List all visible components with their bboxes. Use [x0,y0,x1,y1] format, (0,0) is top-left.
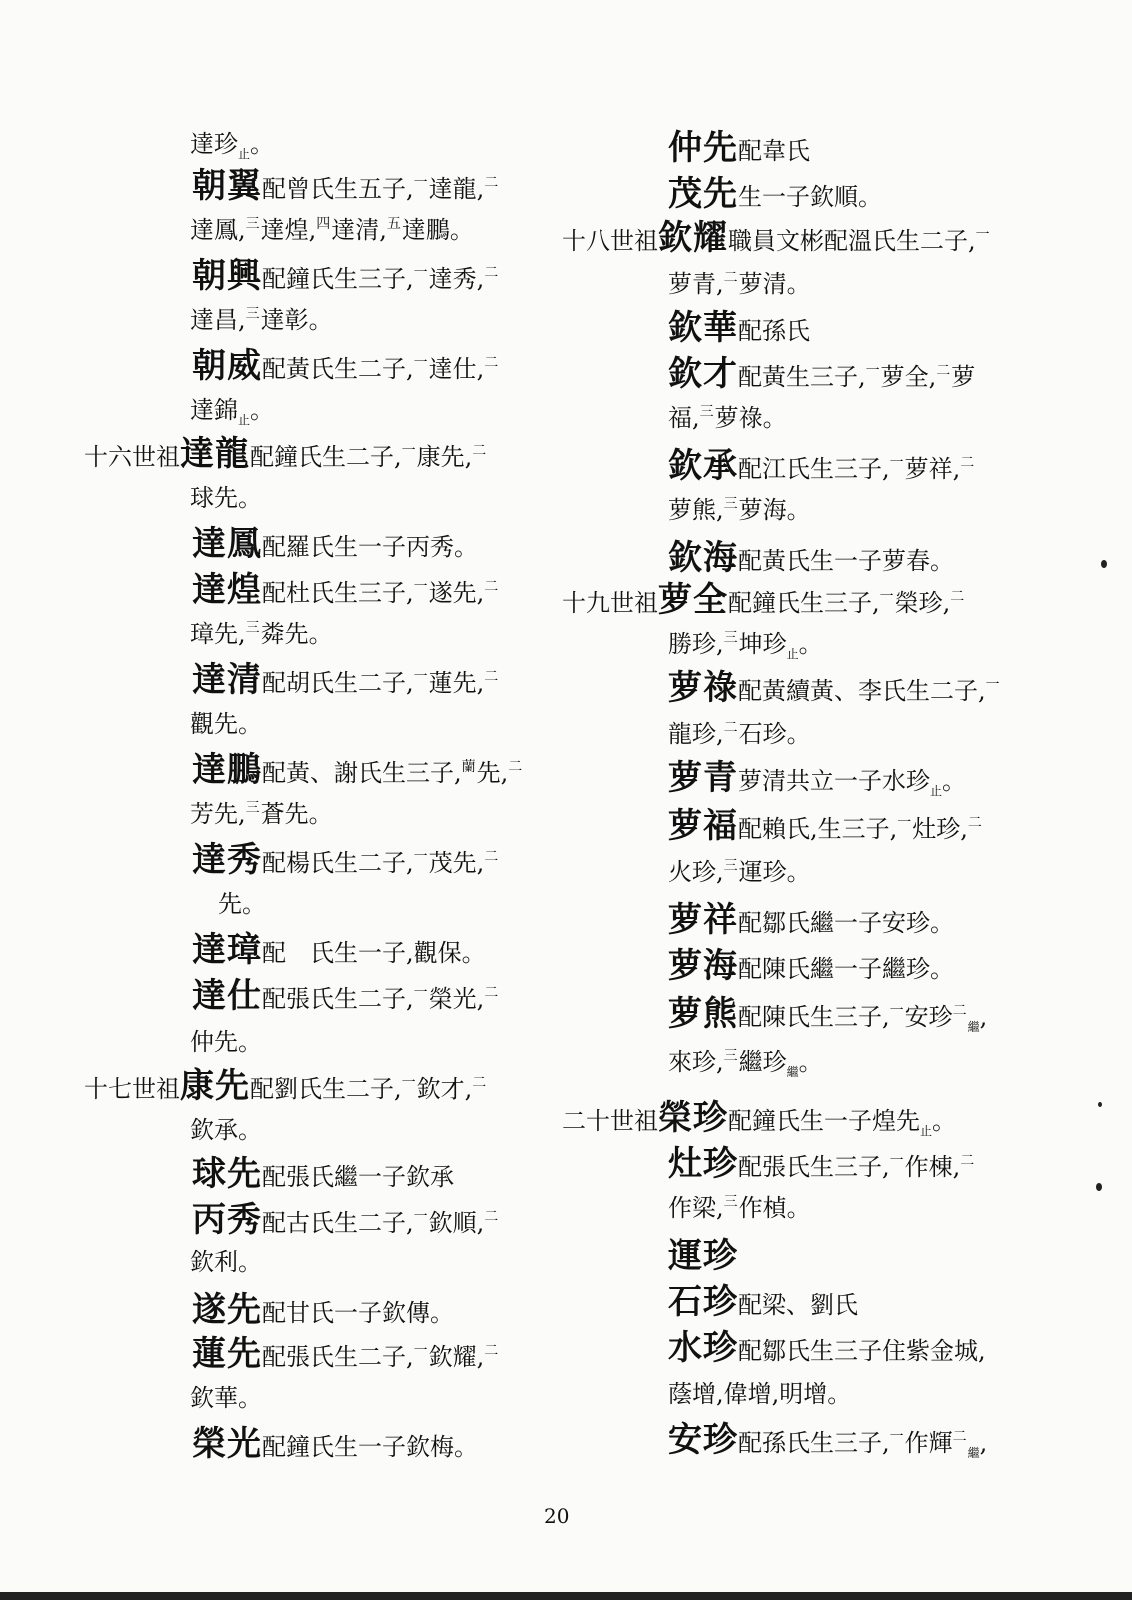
entry-text: 配黃氏生二子, [262,355,414,383]
entry-text: 配楊氏生二子, [262,849,414,877]
entry-text: 配羅氏生一子丙秀。 [262,533,478,561]
text-line [218,882,266,926]
annotation-mark: 止 [238,413,251,427]
ordinal-mark: 二 [936,363,951,379]
text-line [668,488,811,536]
generation-label: 二十世祖 [562,1107,658,1135]
ordinal-mark: 二 [472,1075,487,1091]
continuation-text: 萝熊, [668,496,724,524]
entry-text: 配張氏繼一子欽承 [262,1163,454,1191]
entry-text: 配曾氏生五子, [262,175,414,203]
page-number: 20 [544,1504,570,1528]
entry-text: 配孫氏 [738,317,810,345]
child-name: 達仕, [428,355,485,383]
ordinal-mark: 一 [975,227,990,243]
child-name: 作棟, [904,1153,961,1181]
ancestor-name: 達仕 [192,976,262,1016]
annotation-mark: 繼 [967,1020,980,1034]
entry-text: 配古氏生二子, [262,1209,414,1237]
ancestor-name: 達鵬 [192,750,262,790]
text-line [668,712,811,760]
generation-label: 十九世祖 [562,589,658,617]
ancestor-name: 球先 [192,1154,262,1194]
entry-text: 配黃、謝氏生三子, [262,759,462,787]
text-line [84,1064,487,1115]
ancestor-name: 達龍 [180,434,250,474]
punctuation: 。 [932,1107,957,1135]
text-line [192,522,478,569]
text-line [668,306,810,353]
annotation-mark: 止 [238,147,251,161]
entry-text: 配黃氏生一子萝春。 [738,547,954,575]
entry-text: 配梁、劉氏 [738,1291,858,1319]
scan-speck [1096,1183,1102,1191]
ancestor-name: 蓮先 [192,1334,262,1374]
punctuation: 。 [942,767,967,795]
ordinal-mark: 二 [952,1429,967,1445]
continuation-text: 球先。 [190,484,262,512]
ordinal-mark: 二 [952,1003,967,1019]
text-line [190,388,274,436]
child-name: 達清, [331,216,387,244]
text-line [190,1020,262,1064]
text-line [668,898,954,945]
ancestor-name: 灶珍 [668,1144,738,1184]
ancestor-name: 達煌 [192,570,262,610]
ancestor-name: 萝祥 [668,900,738,940]
text-line [668,804,983,855]
punctuation: , [979,1003,988,1031]
entry-text: 配劉氏生二子, [250,1075,402,1103]
ancestor-name: 萝祿 [668,668,738,708]
scan-speck [1098,1102,1102,1107]
annotation-mark: 止 [920,1124,933,1138]
continuation-text: 仲先。 [190,1028,262,1056]
ordinal-mark: 一 [413,1343,428,1359]
entry-text: 配 氏生一子,觀保。 [262,939,486,967]
continuation-text: 欽華。 [190,1384,262,1412]
child-name: 達鵬。 [401,216,474,244]
child-name: 達龍, [428,175,485,203]
ordinal-mark: 二 [484,1343,499,1359]
ordinal-mark: 二 [472,443,487,459]
ordinal-mark: 一 [413,669,428,685]
child-name: 作楨。 [738,1194,811,1222]
entry-text: 配張氏生二子, [262,1343,414,1371]
ancestor-name: 朝翼 [192,166,262,206]
child-name: 康先, [416,443,473,471]
entry-text: 配韋氏 [738,137,810,165]
ordinal-mark: 三 [245,620,260,636]
ancestor-name: 萝福 [668,806,738,846]
ordinal-mark: 一 [889,455,904,471]
ordinal-mark: 一 [413,985,428,1001]
ordinal-mark: 二 [950,589,965,605]
child-name: 達彰。 [260,306,333,334]
ancestor-name: 遂先 [192,1290,262,1330]
punctuation: 。 [798,1048,823,1076]
ordinal-mark: 二 [723,720,738,736]
continuation-text: 福, [668,404,700,432]
continuation-text: 芳先, [190,800,246,828]
entry-text: 配鐘氏生三子, [728,589,880,617]
text-line [668,756,966,807]
continuation-text: 達錦 [190,396,238,424]
child-name: 榮珍, [894,589,951,617]
ancestor-name: 茂先 [668,174,738,214]
child-name: 安珍 [904,1003,953,1031]
text-line [562,1096,956,1147]
ordinal-mark: 一 [413,579,428,595]
scan-speck [1101,560,1107,568]
child-name: 茂先, [428,849,485,877]
ordinal-mark: 二 [484,985,499,1001]
entry-text: 配黃生三子, [738,363,866,391]
text-line [668,992,987,1043]
ancestor-name: 萝海 [668,946,738,986]
continuation-text: 欽利。 [190,1248,262,1276]
ordinal-mark: 一 [401,443,416,459]
entry-text: 配張氏生三子, [738,1153,890,1181]
child-name: 石珍。 [738,720,811,748]
ordinal-mark: 二 [960,455,975,471]
text-line [190,612,333,660]
ancestor-name: 萝青 [668,758,738,798]
ancestor-name: 運珍 [668,1236,738,1276]
ordinal-mark: 三 [245,216,260,232]
text-line [668,666,1001,717]
continuation-text: 欽承。 [190,1116,262,1144]
ancestor-name: 達秀 [192,840,262,880]
ancestor-name: 榮珍 [658,1098,728,1138]
child-name: 達秀, [428,265,485,293]
ordinal-mark: 一 [889,1429,904,1445]
child-name: 萝全, [880,363,937,391]
ancestor-name: 欽華 [668,308,738,348]
ordinal-mark: 三 [723,858,738,874]
text-line [192,1422,478,1469]
child-name: 蒼先。 [260,800,333,828]
text-line [668,1372,851,1416]
continuation-text: 作梁, [668,1194,724,1222]
entry-text: 配孫氏生三子, [738,1429,890,1457]
ancestor-name: 欽耀 [658,218,728,258]
continuation-text: 達珍 [190,130,238,158]
ancestor-name: 榮光 [192,1424,262,1464]
continuation-text: 達鳳, [190,216,246,244]
ordinal-mark: 一 [889,1003,904,1019]
continuation-text: 勝珍, [668,630,724,658]
text-line [668,1280,858,1327]
continuation-text: 璋先, [190,620,246,648]
ancestor-name: 達璋 [192,930,262,970]
child-name: 灶珍, [912,815,968,843]
entry-text: 配鄒氏繼一子安珍。 [738,909,954,937]
child-name: 欽才, [416,1075,473,1103]
text-line [668,944,954,991]
annotation-mark: 止 [786,647,799,661]
child-name: 坤珍 [738,630,787,658]
ordinal-mark: 三 [699,404,714,420]
ordinal-mark: 二 [484,355,499,371]
entry-text: 配鐘氏生一子煌先 [728,1107,920,1135]
child-name: 萝海。 [738,496,811,524]
entry-text: 配張氏生二子, [262,985,414,1013]
ordinal-mark: 二 [484,579,499,595]
child-name: 達煌, [260,216,317,244]
ordinal-mark: 二 [723,270,738,286]
continuation-text: 蔭增,偉增,明增。 [668,1380,852,1408]
entry-text: 配甘氏一子欽傳。 [262,1299,454,1327]
entry-text: 配陳氏繼一子繼珍。 [738,955,954,983]
text-line [668,536,954,583]
continuation-text: 來珍, [668,1048,724,1076]
ordinal-mark: 一 [413,175,428,191]
text-line [190,122,274,170]
entry-text: 配鐘氏生二子, [250,443,402,471]
ordinal-mark: 二 [508,759,523,775]
text-line [562,216,991,267]
continuation-text: 龍珍, [668,720,724,748]
annotation-mark: 繼 [967,1446,980,1460]
child-name: 欽耀, [428,1343,485,1371]
punctuation: , [979,1429,988,1457]
ordinal-mark: 二 [960,1153,975,1169]
ancestor-name: 萝熊 [668,994,738,1034]
entry-text: 配黃續黃、李氏生二子, [738,677,986,705]
punctuation: 。 [250,130,275,158]
child-name: 萝 [951,363,976,391]
ancestor-name: 丙秀 [192,1200,262,1240]
generation-label: 十八世祖 [562,227,658,255]
ancestor-name: 安珍 [668,1420,738,1460]
ancestor-name: 石珍 [668,1282,738,1322]
ancestor-name: 康先 [180,1066,250,1106]
ancestor-name: 欽承 [668,446,738,486]
generation-label: 十七世祖 [84,1075,180,1103]
entry-text: 萝清共立一子水珍 [738,767,930,795]
text-line [190,476,262,520]
annotation-mark: 止 [930,784,943,798]
text-line [668,850,811,898]
entry-text: 職員文彬配溫氏生二子, [728,227,976,255]
ancestor-name: 達鳳 [192,524,262,564]
text-line [668,622,823,670]
text-line [192,928,486,975]
ordinal-mark: 一 [897,815,912,831]
ordinal-mark: 二 [484,175,499,191]
ordinal-mark: 一 [401,1075,416,1091]
text-line [668,1326,986,1373]
text-line [668,172,882,219]
ordinal-mark: 三 [245,306,260,322]
child-name: 欽順, [428,1209,485,1237]
text-line [668,1186,811,1234]
child-name: 遂先, [428,579,485,607]
child-name: 運珍。 [738,858,811,886]
continuation-text: 觀先。 [190,710,262,738]
continuation-text: 先。 [218,890,266,918]
ordinal-mark: 三 [723,496,738,512]
text-line [668,1234,738,1281]
child-name: 萝祿。 [714,404,787,432]
text-line [190,792,333,840]
entry-text: 配陳氏生三子, [738,1003,890,1031]
ordinal-mark: 二 [484,265,499,281]
ordinal-mark: 二 [967,815,982,831]
text-line [190,1108,262,1152]
ancestor-name: 欽才 [668,354,738,394]
generation-label: 十六世祖 [84,443,180,471]
ordinal-mark: 二 [484,1209,499,1225]
text-line [84,432,487,483]
text-line [668,262,811,310]
ancestor-name: 朝威 [192,346,262,386]
text-line [192,1152,454,1199]
entry-text: 配鐘氏生三子, [262,265,414,293]
ordinal-mark: 一 [865,363,880,379]
text-line [668,1040,823,1088]
text-line [668,1418,987,1469]
punctuation: 。 [250,396,275,424]
ancestor-name: 欽海 [668,538,738,578]
continuation-text: 火珍, [668,858,724,886]
child-name: 粦先。 [260,620,333,648]
continuation-text: 達昌, [190,306,246,334]
ordinal-mark: 一 [889,1153,904,1169]
ordinal-mark: 一 [413,1209,428,1225]
child-name: 萝清。 [738,270,811,298]
ordinal-mark: 一 [413,265,428,281]
ancestor-name: 達清 [192,660,262,700]
child-name: 榮光, [428,985,485,1013]
text-line [190,702,262,746]
child-name: 作輝 [904,1429,953,1457]
text-line [190,208,474,256]
ordinal-mark: 蘭 [461,759,476,775]
text-line [668,126,810,173]
entry-text: 配江氏生三子, [738,455,890,483]
ancestor-name: 仲先 [668,128,738,168]
ordinal-mark: 三 [723,630,738,646]
ordinal-mark: 五 [386,216,401,232]
ordinal-mark: 一 [985,677,1000,693]
ordinal-mark: 三 [245,800,260,816]
text-line [668,396,787,444]
entry-text: 配賴氏,生三子, [738,815,898,843]
ordinal-mark: 二 [484,669,499,685]
child-name: 萝祥, [904,455,961,483]
ancestor-name: 水珍 [668,1328,738,1368]
ordinal-mark: 一 [879,589,894,605]
child-name: 先, [476,759,509,787]
continuation-text: 萝青, [668,270,724,298]
text-line [192,974,499,1025]
ordinal-mark: 一 [413,849,428,865]
text-line [190,1240,262,1284]
ordinal-mark: 三 [723,1048,738,1064]
ordinal-mark: 四 [316,216,331,232]
entry-text: 配鐘氏生一子欽梅。 [262,1433,478,1461]
scan-border [0,1592,1132,1600]
ancestor-name: 萝全 [658,580,728,620]
entry-text: 配杜氏生三子, [262,579,414,607]
entry-text: 生一子欽順。 [738,183,882,211]
child-name: 繼珍 [738,1048,787,1076]
text-line [190,298,333,346]
ordinal-mark: 三 [723,1194,738,1210]
punctuation: 。 [798,630,823,658]
ancestor-name: 朝興 [192,256,262,296]
entry-text: 配胡氏生二子, [262,669,414,697]
ordinal-mark: 一 [413,355,428,371]
entry-text: 配鄒氏生三子住紫金城, [738,1337,986,1365]
text-line [192,1288,454,1335]
text-line [190,1376,262,1420]
child-name: 蓮先, [428,669,485,697]
ordinal-mark: 二 [484,849,499,865]
annotation-mark: 繼 [786,1065,799,1079]
